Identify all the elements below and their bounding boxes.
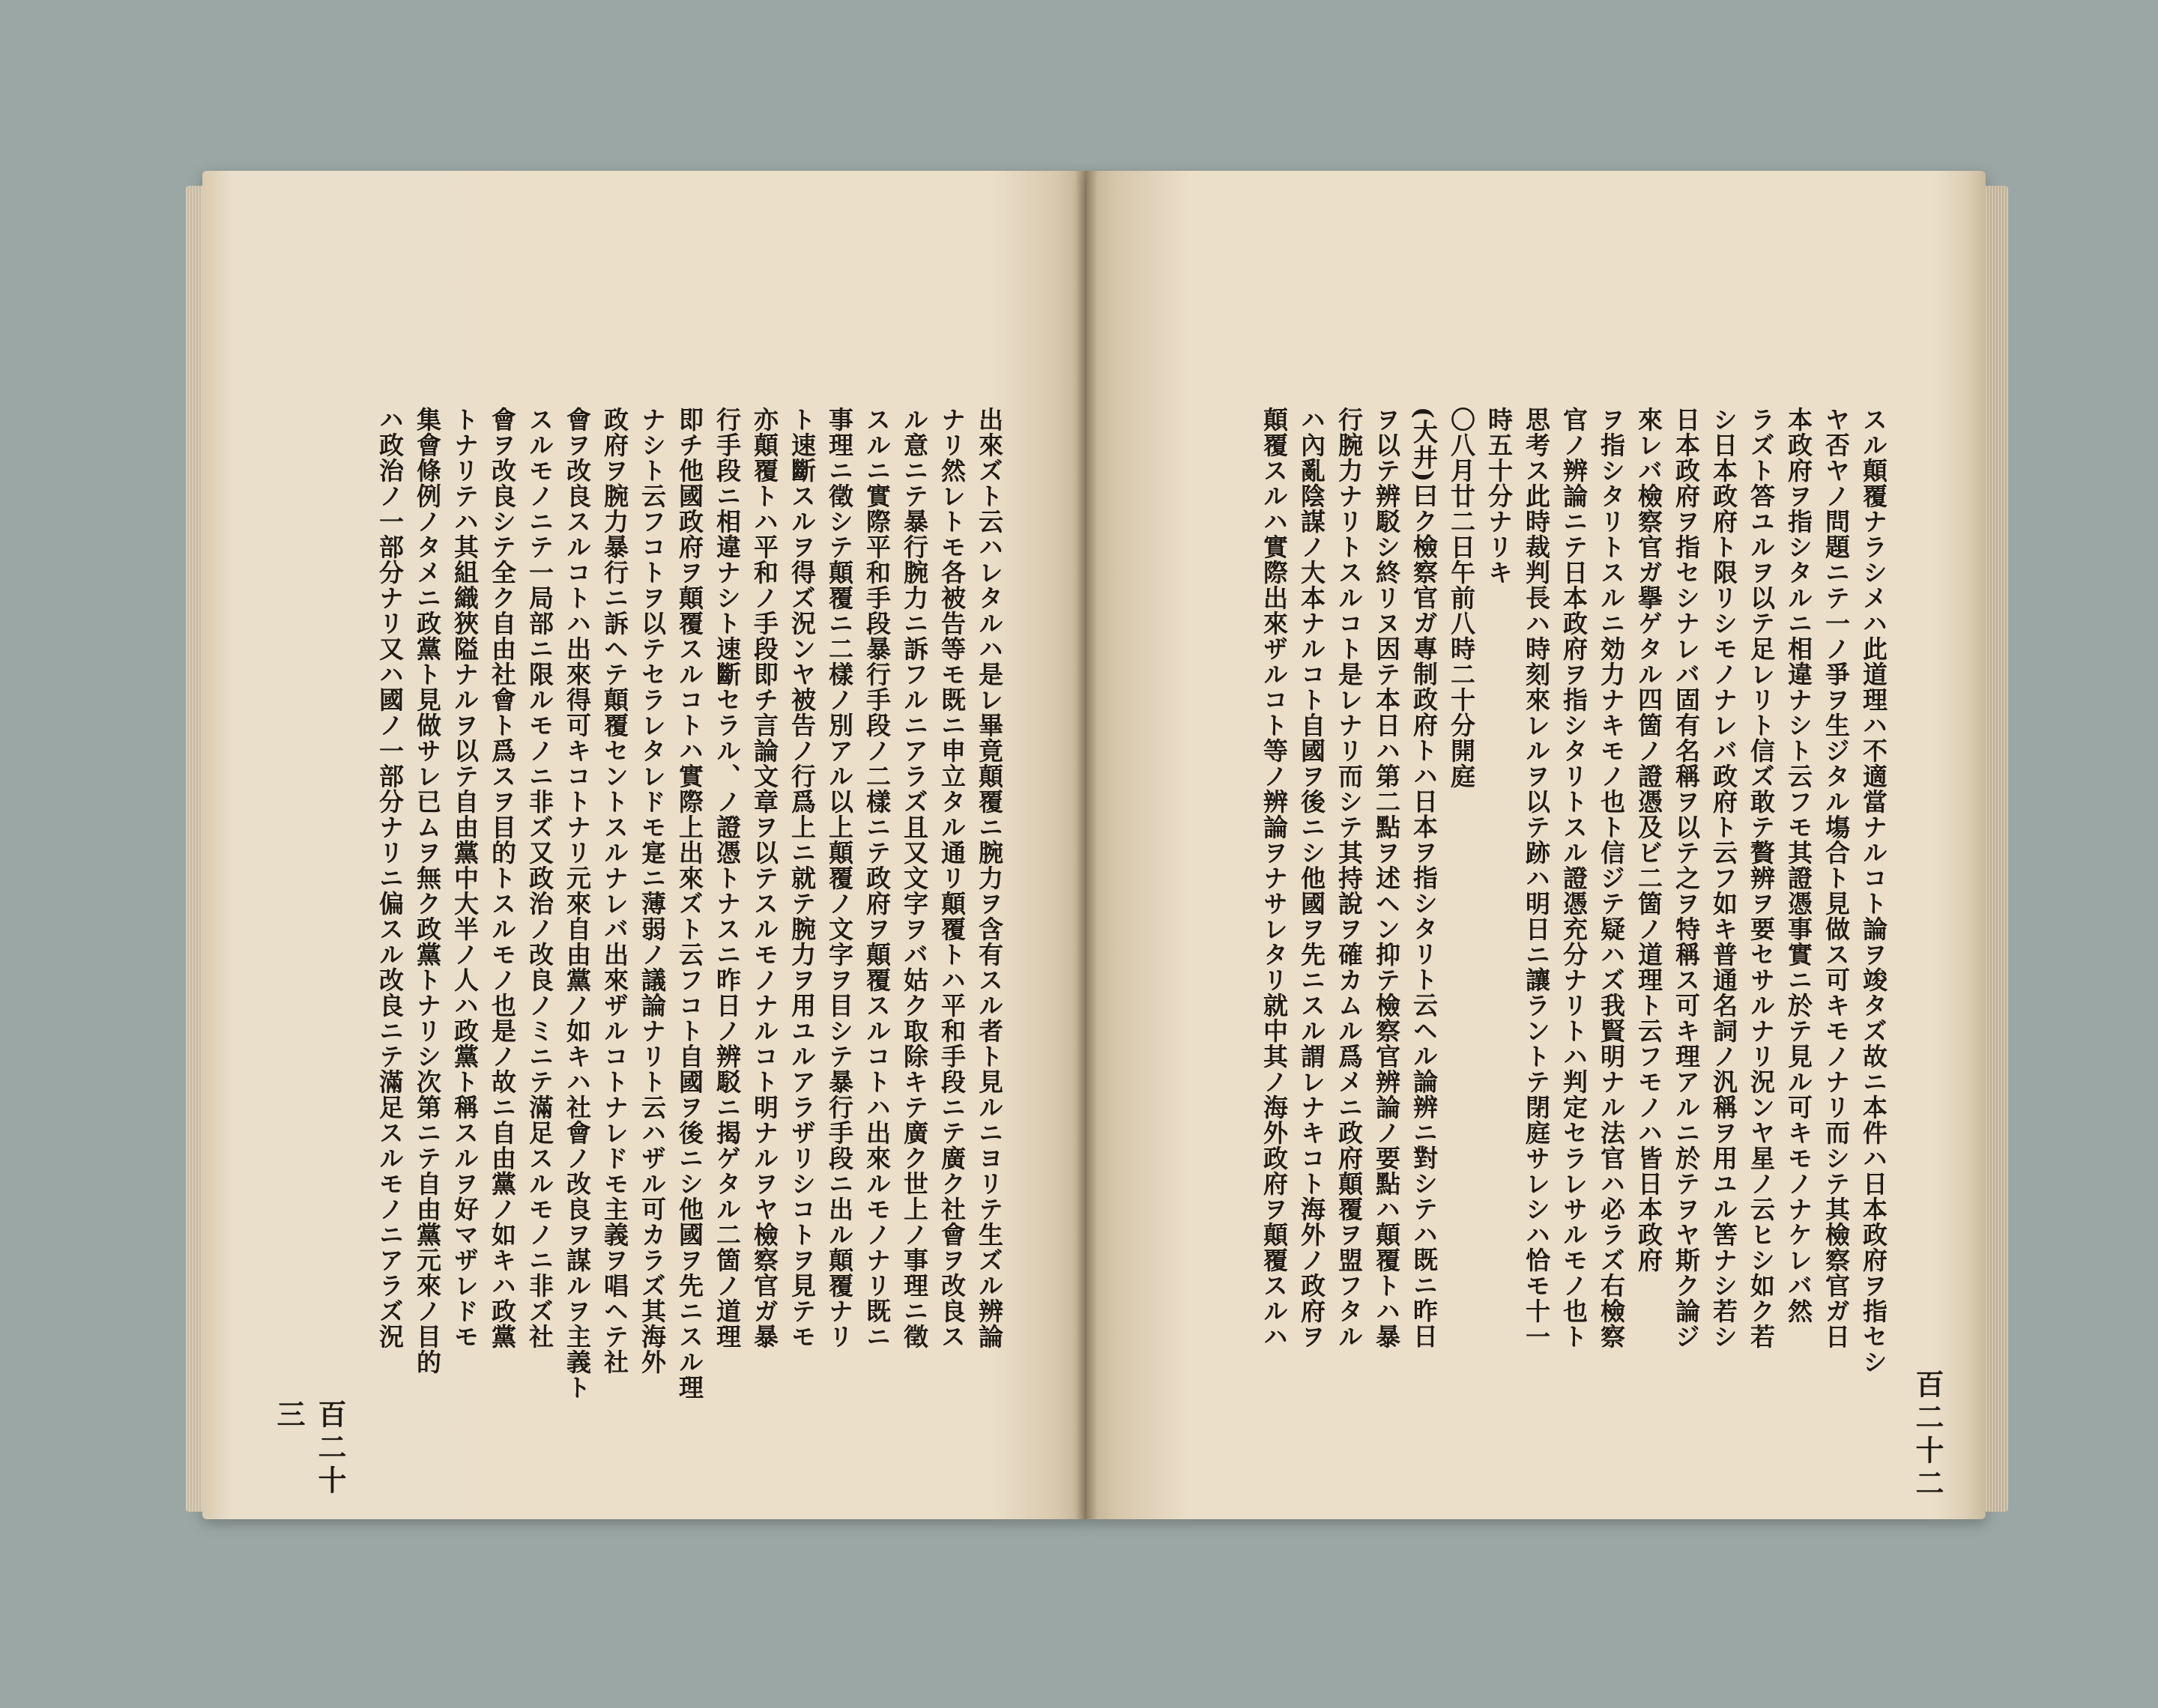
text-column: ル意ニテ暴行腕力ニ訴フルニアラズ且又文字ヲバ姑ク取除キテ廣ク世上ノ事理ニ徵 [900, 407, 929, 1349]
text-column: 〇八月廿二日午前八時二十分開庭 [1447, 407, 1476, 789]
text-column: ハ內亂陰謀ノ大本ナルコト自國ヲ後ニシ他國ヲ先ニスル謂レナキコト海外ノ政府ヲ [1297, 407, 1326, 1349]
text-column: 會ヲ改良シテ全ク自由社會ト爲スヲ目的トスルモノ也是ノ故ニ自由黨ノ如キハ政黨 [488, 407, 517, 1349]
text-column: ナシト云フコトヲ以テセラレタレドモ寔ニ薄弱ノ議論ナリト云ハザル可カラズ其海外 [638, 407, 667, 1375]
text-column: 來レバ檢察官ガ擧ゲタル四箇ノ證憑及ビ二箇ノ道理ト云フモノハ皆日本政府 [1634, 407, 1663, 1273]
text-column: (大井)曰ク檢察官ガ專制政府トハ日本ヲ指シタリト云ヘル論辨ニ對シテハ既ニ昨日 [1409, 407, 1439, 1349]
text-column: 即チ他國政府ヲ顛覆スルコトハ實際上出來ズト云フコト自國ヲ後ニシ他國ヲ先ニスル理 [675, 407, 704, 1400]
left-page-number: 百二十三 [272, 1399, 347, 1498]
text-column: スル顛覆ナラシメハ此道理ハ不適當ナルコト論ヲ竣タズ故ニ本件ハ日本政府ヲ指セシ [1859, 407, 1888, 1375]
right-page-text [1255, 407, 1892, 1375]
right-page-edges [1986, 186, 2008, 1512]
left-page [202, 171, 1086, 1519]
text-column: 官ノ辨論ニテ日本政府ヲ指シタリトスル證憑充分ナリトハ判定セラレサルモノ也ト [1559, 407, 1589, 1349]
text-column: スルモノニテ一局部ニ限ルモノニ非ズ又政治ノ改良ノミニテ滿足スルモノニ非ズ社 [525, 407, 554, 1349]
text-column: ラズト答ユルヲ以テ足レリト信ズ敢テ贅辨ヲ要セサルナリ況ンヤ星ノ云ヒシ如ク若 [1747, 407, 1776, 1349]
left-page-text [371, 407, 1008, 1400]
text-column: ハ政治ノ一部分ナリ又ハ國ノ一部分ナリニ偏スル改良ニテ滿足スルモノニアラズ況 [375, 407, 405, 1349]
text-column: 本政府ヲ指シタルニ相違ナシト云フモ其證憑事實ニ於テ見ル可キモノナケレバ然 [1784, 407, 1813, 1324]
text-column: 行手段ニ相違ナシト速斷セラル、ノ證憑トナスニ昨日ノ辨駁ニ揭ゲタル二箇ノ道理 [713, 407, 742, 1349]
text-column: 集會條例ノタメニ政黨ト見做サレ已ムヲ無ク政黨トナリシ次第ニテ自由黨元來ノ目的 [413, 407, 442, 1375]
text-column: ト速斷スルヲ得ズ況ンヤ被告ノ行爲上ニ就テ腕力ヲ用ユルアラザリシコトヲ見テモ [788, 407, 817, 1349]
text-column: ナリ然レトモ各被告等モ既ニ申立タル通リ顛覆トハ平和手段ニテ廣ク社會ヲ改良ス [937, 407, 967, 1349]
text-column: 思考ス此時裁判長ハ時刻來レルヲ以テ跡ハ明日ニ讓ラントテ閉庭サレシハ恰モ十一 [1522, 407, 1551, 1349]
text-column: スルニ實際平和手段暴行手段ノ二樣ニテ政府ヲ顛覆スルコトハ出來ルモノナリ既ニ [862, 407, 892, 1349]
text-column: 亦顛覆トハ平和ノ手段即チ言論文章ヲ以テスルモノナルコト明ナルヲヤ檢察官ガ暴 [750, 407, 779, 1349]
text-column: ヲ以テ辨駁シ終リヌ因テ本日ハ第二點ヲ述ヘン抑テ檢察官辨論ノ要點ハ顛覆トハ暴 [1372, 407, 1401, 1349]
right-page-number: 百二十二 [1911, 1369, 1944, 1501]
text-column: 日本政府ヲ指セシナレバ固有名稱ヲ以テ之ヲ特稱ス可キ理アルニ於テヲヤ斯ク論ジ [1672, 407, 1701, 1349]
text-column: ヲ指シタリトスルニ効力ナキモノ也ト信ジテ疑ハズ我賢明ナル法官ハ必ラズ右檢察 [1597, 407, 1626, 1349]
text-column: 政府ヲ腕力暴行ニ訴ヘテ顛覆セントスルナレバ出來ザルコトナレドモ主義ヲ唱ヘテ社 [600, 407, 629, 1375]
text-column: ヤ否ヤノ問題ニテ一ノ爭ヲ生ジタル塲合ト見做ス可キモノナリ而シテ其檢察官ガ日 [1822, 407, 1851, 1349]
text-column: 顛覆スルハ實際出來ザルコト等ノ辨論ヲナサレタリ就中其ノ海外政府ヲ顛覆スルハ [1260, 407, 1289, 1349]
text-column: 會ヲ改良スルコトハ出來得可キコトナリ元來自由黨ノ如キハ社會ノ改良ヲ謀ルヲ主義ト [563, 407, 592, 1400]
text-column: シ日本政府ト限リシモノナレバ政府ト云フ如キ普通名詞ノ汎稱ヲ用ユル筈ナシ若シ [1709, 407, 1738, 1349]
open-book [202, 171, 1986, 1519]
text-column: 事理ニ徵シテ顛覆ニ二樣ノ別アル以上顛覆ノ文字ヲ目シテ暴行手段ニ出ル顛覆ナリ [825, 407, 854, 1349]
text-column: トナリテハ其組織狹隘ナルヲ以テ自由黨中大半ノ人ハ政黨ト稱スルヲ好マザレドモ [450, 407, 480, 1349]
left-page-edges [186, 186, 202, 1512]
text-column: 時五十分ナリキ [1484, 407, 1514, 585]
right-page [1086, 171, 1986, 1519]
text-column: 行腕力ナリトスルコト是レナリ而シテ其持說ヲ確カムル爲メニ政府顛覆ヲ盟フタル [1335, 407, 1364, 1349]
text-column: 出來ズト云ハレタルハ是レ畢竟顛覆ニ腕力ヲ含有スル者ト見ルニヨリテ生ズル辨論 [975, 407, 1004, 1349]
book-gutter [1075, 171, 1098, 1519]
